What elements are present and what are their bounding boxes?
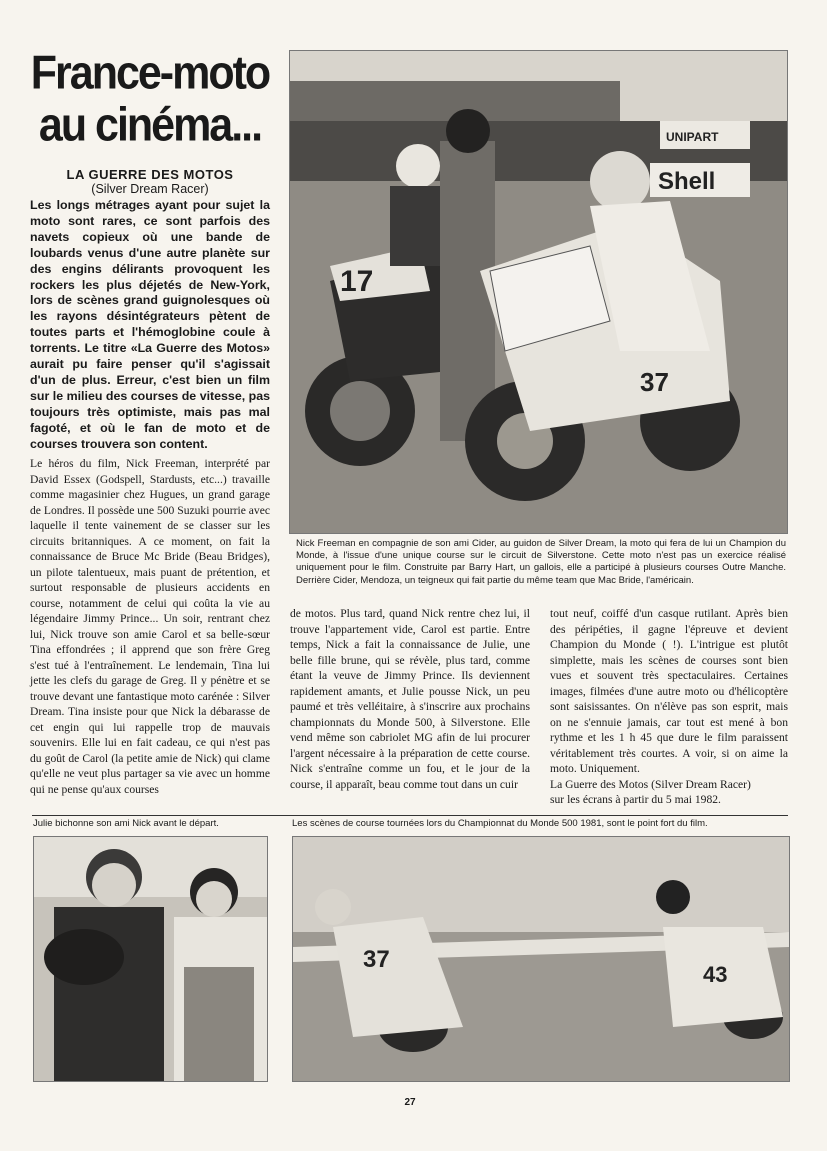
bottom-left-caption: Julie bichonne son ami Nick avant le départ. xyxy=(33,818,219,829)
main-photo xyxy=(289,50,788,534)
couple-photo-illustration xyxy=(34,837,267,1081)
film-original-title: (Silver Dream Racer) xyxy=(91,182,209,196)
title-line-2: au cinéma... xyxy=(38,98,262,152)
main-photo-illustration xyxy=(290,51,787,533)
main-photo-caption: Nick Freeman en compagnie de son ami Cider, au guidon de Silver Dream, la moto qui fera de lui un Champion du Monde, à l'issue d'une unique course sur le circuit de Silverstone. Cette moto n'est pas un exercice réalisé uniquement pour le film. Construite par Barry Hart, un gallois, elle a participé à plusieurs courses Outre Manche. Derrière Cider, Mendoza, un teigneux qui fait partie du même team que Mac Bride, l'américain. xyxy=(296,538,786,586)
body-column-1: Le héros du film, Nick Freeman, interprété par David Essex (Godspell, Stardusts, etc...) travaille comme magasinier chez Hugues, un grand garage de Londres. Il possède une 500 Suzuki pourrie avec laquelle il tente vainement de se classer sur les circuits britanniques. A ce moment, on fait la connaissance de Bruce Mc Bride (Beau Bridges), un pilote talentueux, mais puant de prétention, et surtout responsable de plusieurs accidents en course, notamment de celui qui coûta la vie au légendaire Jimmy Prince... Un soir, rentrant chez lui, Nick trouve son amie Carol et sa belle-sœur Tina effondrées ; il apprend que son frère Greg s'est tué à l'entraînement. Le lendemain, Tina lui jette les clefs du garage de Greg. Il y pénètre et se trouve devant une fantastique moto carénée : Silver Dream. Tina insiste pour que Nick la débarasse de cet engin qui lui rappelle trop de mauvais souvenirs. Elle lui en fait cadeau, ce qui n'est pas du goût de Carol (la petite amie de Nick) qui clame qu'elle ne veut plus partager sa vie avec un homme qui ne pense qu'aux courses xyxy=(30,457,270,796)
article-title xyxy=(22,48,278,151)
title-line-1: France-moto xyxy=(30,46,270,100)
release-line-1: La Guerre des Motos (Silver Dream Racer) xyxy=(550,777,751,791)
body-column-3-text: tout neuf, coiffé d'un casque rutilant. Après bien des péripéties, il gagne l'épreuve et devient Champion du Monde ( !). L'intrigue est plutôt simplette, mais les scènes de courses sont bien vues et souvent très spectaculaires. Certaines images, filmées d'une autre moto ou d'hélicoptère sont saisissantes. On n'élève pas son esprit, mais on ne s'ennuie jamais, car tout est mené à bon rythme et les 1 h 45 que dure le film paraissent véritablement très courtes. A voir, si on aime la moto. Uniquement. xyxy=(550,607,788,775)
race-number-43: 43 xyxy=(703,962,728,987)
film-title: LA GUERRE DES MOTOS xyxy=(66,167,234,182)
release-line-2: sur les écrans à partir du 5 mai 1982. xyxy=(550,793,721,806)
bike-number-37: 37 xyxy=(640,367,669,397)
bike-number-17: 17 xyxy=(340,265,374,298)
page-number: 27 xyxy=(404,1097,416,1108)
couple-photo xyxy=(33,836,268,1082)
body-column-3 xyxy=(550,606,788,808)
bottom-right-caption: Les scènes de course tournées lors du Championnat du Monde 500 1981, sont le point fort du film. xyxy=(292,818,708,829)
body-column-2: de motos. Plus tard, quand Nick rentre chez lui, il trouve l'appartement vide, Carol est partie. Entre temps, Nick a fait la connaissance de Julie, une belle fille brune, qui se révèle, plus tard, comme étant la veuve de Jimmy Prince. Ils deviennent rapidement amants, et Julie pousse Nick, un peu paumé et très velléitaire, à s'inscrire aux prochains championnats du Monde 500, à Silverstone. Elle vend même son cabriolet MG afin de lui procurer l'argent nécessaire à la préparation de cette course. Nick s'entraîne comme un fou, et le jour de la course, il apparaît, beau comme tout dans un cuir xyxy=(290,607,530,791)
sign-shell: Shell xyxy=(658,168,716,195)
divider-rule xyxy=(32,815,788,816)
race-photo xyxy=(292,836,790,1082)
sign-unipart: UNIPART xyxy=(666,130,719,144)
lead-paragraph: Les longs métrages ayant pour sujet la moto sont rares, ce sont parfois des navets copieux où une bande de loubards venus d'une autre planète sur des engins délirants provoquent les rockers les plus déjetés de New-York, lors de scènes grand guignolesques où les rayons désintégrateurs pètent de toutes parts et l'hémoglobine coule à torrents. Le titre «La Guerre des Motos» aurait pu faire penser qu'il s'agissait d'un de plus. Erreur, c'est bien un film sur le milieu des courses de vitesse, pas toujours très optimiste, mais pas mal fagoté, et où le fan de moto et de courses trouvera son content. xyxy=(30,198,270,451)
race-number-37: 37 xyxy=(363,946,390,973)
race-photo-illustration xyxy=(293,837,789,1081)
